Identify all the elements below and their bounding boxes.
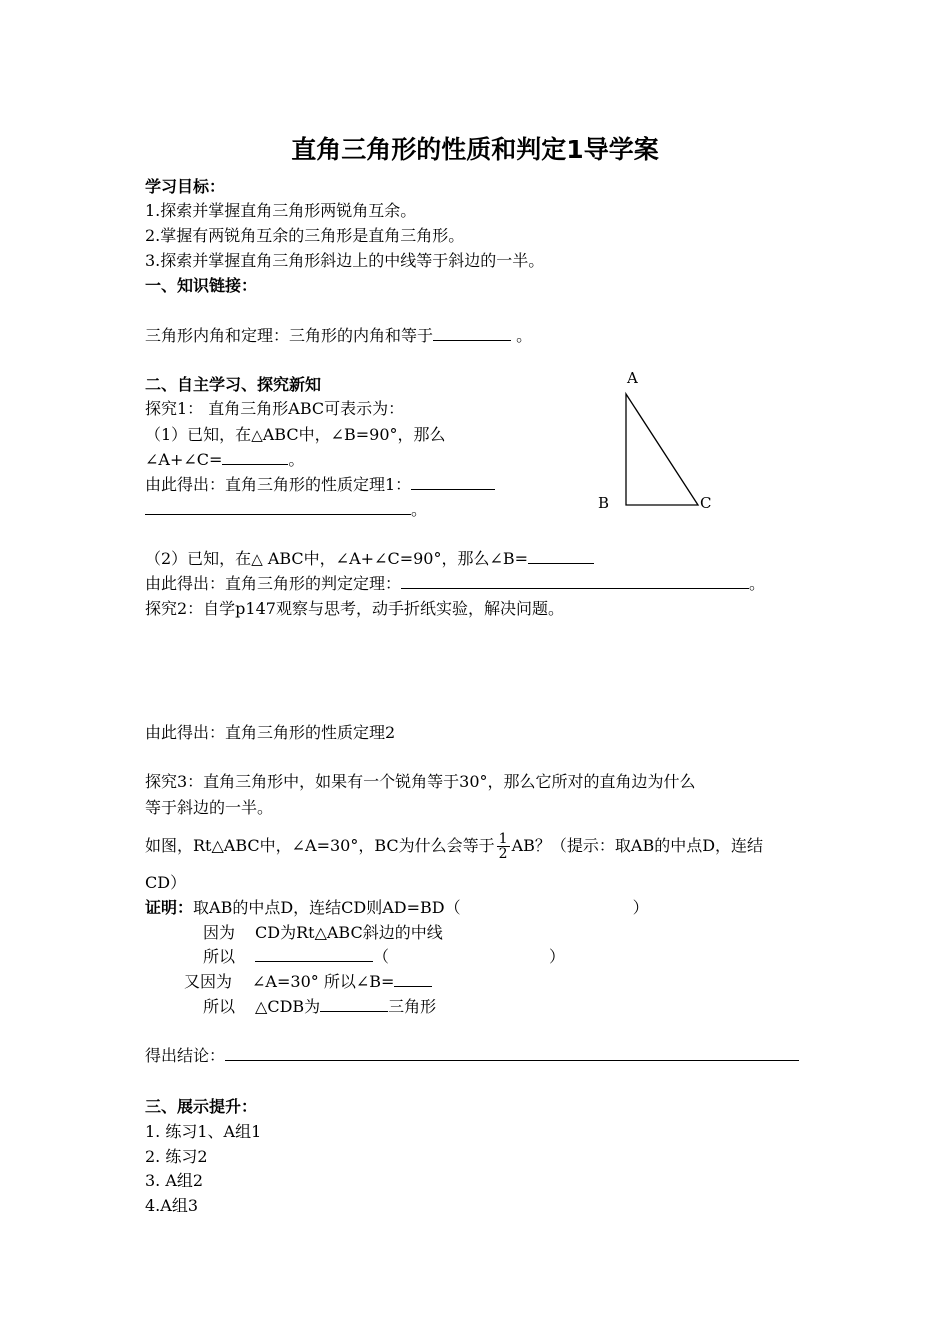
conclude2-end: 。 — [749, 574, 766, 593]
section3-heading: 三、展示提升： — [145, 1097, 258, 1116]
explore3-line1: 探究3：直角三角形中，如果有一个锐角等于30°，那么它所对的直角边为什么 — [145, 772, 696, 791]
fraction-numerator: 1 — [498, 831, 508, 847]
objective-item-1: 1.探索并掌握直角三角形两锐角互余。 — [145, 201, 417, 220]
q1-line2-end: 。 — [288, 450, 305, 469]
figure-suffix: AB？（提示：取AB的中点D，连结 — [511, 836, 764, 855]
vertex-a-label: A — [627, 369, 638, 387]
result-label: 得出结论： — [145, 1046, 226, 1065]
proof-label: 证明： — [145, 898, 194, 917]
angle-sum-text: 三角形内角和定理：三角形的内角和等于 — [145, 326, 434, 345]
so2-text-b: 三角形 — [388, 997, 437, 1016]
practice-item-3: 3. A组2 — [145, 1171, 204, 1190]
triangle-icon: △ — [251, 550, 263, 568]
q2-prefix: （2）已知，在 — [145, 549, 252, 568]
so2-text-a: △CDB为 — [255, 997, 321, 1016]
triangle-abc-shape — [626, 394, 698, 505]
practice-item-1: 1. 练习1、A组1 — [145, 1122, 262, 1141]
conclude1-text: 由此得出：直角三角形的性质定理1： — [145, 475, 412, 494]
vertex-c-label: C — [700, 494, 712, 512]
explore3-line2: 等于斜边的一半。 — [145, 798, 274, 817]
so2-label: 所以 — [203, 997, 236, 1016]
q2-suffix: ABC中，∠A+∠C=90°，那么∠B= — [262, 549, 529, 568]
section1-heading: 一、知识链接： — [145, 276, 258, 295]
q1-prefix: （1）已知，在 — [145, 425, 252, 444]
objective-item-2: 2.掌握有两锐角互余的三角形是直角三角形。 — [145, 226, 465, 245]
paren-close-2: ） — [549, 947, 566, 966]
so-label: 所以 — [203, 947, 236, 966]
practice-item-2: 2. 练习2 — [145, 1147, 208, 1166]
conclude2-text: 由此得出：直角三角形的判定定理： — [145, 574, 402, 593]
explore2-line: 探究2：自学p147观察与思考，动手折纸实验，解决问题。 — [145, 599, 564, 618]
figure-line2: CD） — [145, 873, 187, 892]
again-label: 又因为 — [184, 972, 233, 991]
paren-close-1: ） — [632, 898, 649, 917]
conclude1-end: 。 — [411, 500, 428, 519]
page-title: 直角三角形的性质和判定1导学案 — [291, 135, 659, 164]
figure-prefix: 如图，Rt△ABC中，∠A=30°，BC为什么会等于 — [145, 836, 495, 855]
practice-item-4: 4.A组3 — [145, 1196, 199, 1215]
section2-heading: 二、自主学习、探究新知 — [145, 375, 322, 394]
again-text: ∠A=30° 所以∠B= — [252, 972, 395, 991]
conclude3-line: 由此得出：直角三角形的性质定理2 — [145, 723, 396, 742]
vertex-b-label: B — [598, 494, 610, 512]
fraction-denominator: 2 — [498, 846, 508, 862]
objective-item-3: 3.探索并掌握直角三角形斜边上的中线等于斜边的一半。 — [145, 251, 545, 270]
objectives-heading: 学习目标： — [145, 177, 226, 196]
q1-line2-text: ∠A+∠C= — [145, 450, 223, 469]
proof-text: 取AB的中点D，连结CD则AD=BD（ — [193, 898, 461, 917]
triangle-icon: △ — [251, 426, 263, 444]
explore1-label: 探究1： — [145, 399, 204, 418]
explore1-text: 直角三角形ABC可表示为： — [203, 399, 405, 418]
because-label: 因为 — [203, 923, 236, 942]
q1-suffix: ABC中，∠B=90°，那么 — [262, 425, 446, 444]
because-text: CD为Rt△ABC斜边的中线 — [255, 923, 443, 942]
paren-open: （ — [373, 947, 390, 966]
angle-sum-end: 。 — [511, 326, 533, 345]
